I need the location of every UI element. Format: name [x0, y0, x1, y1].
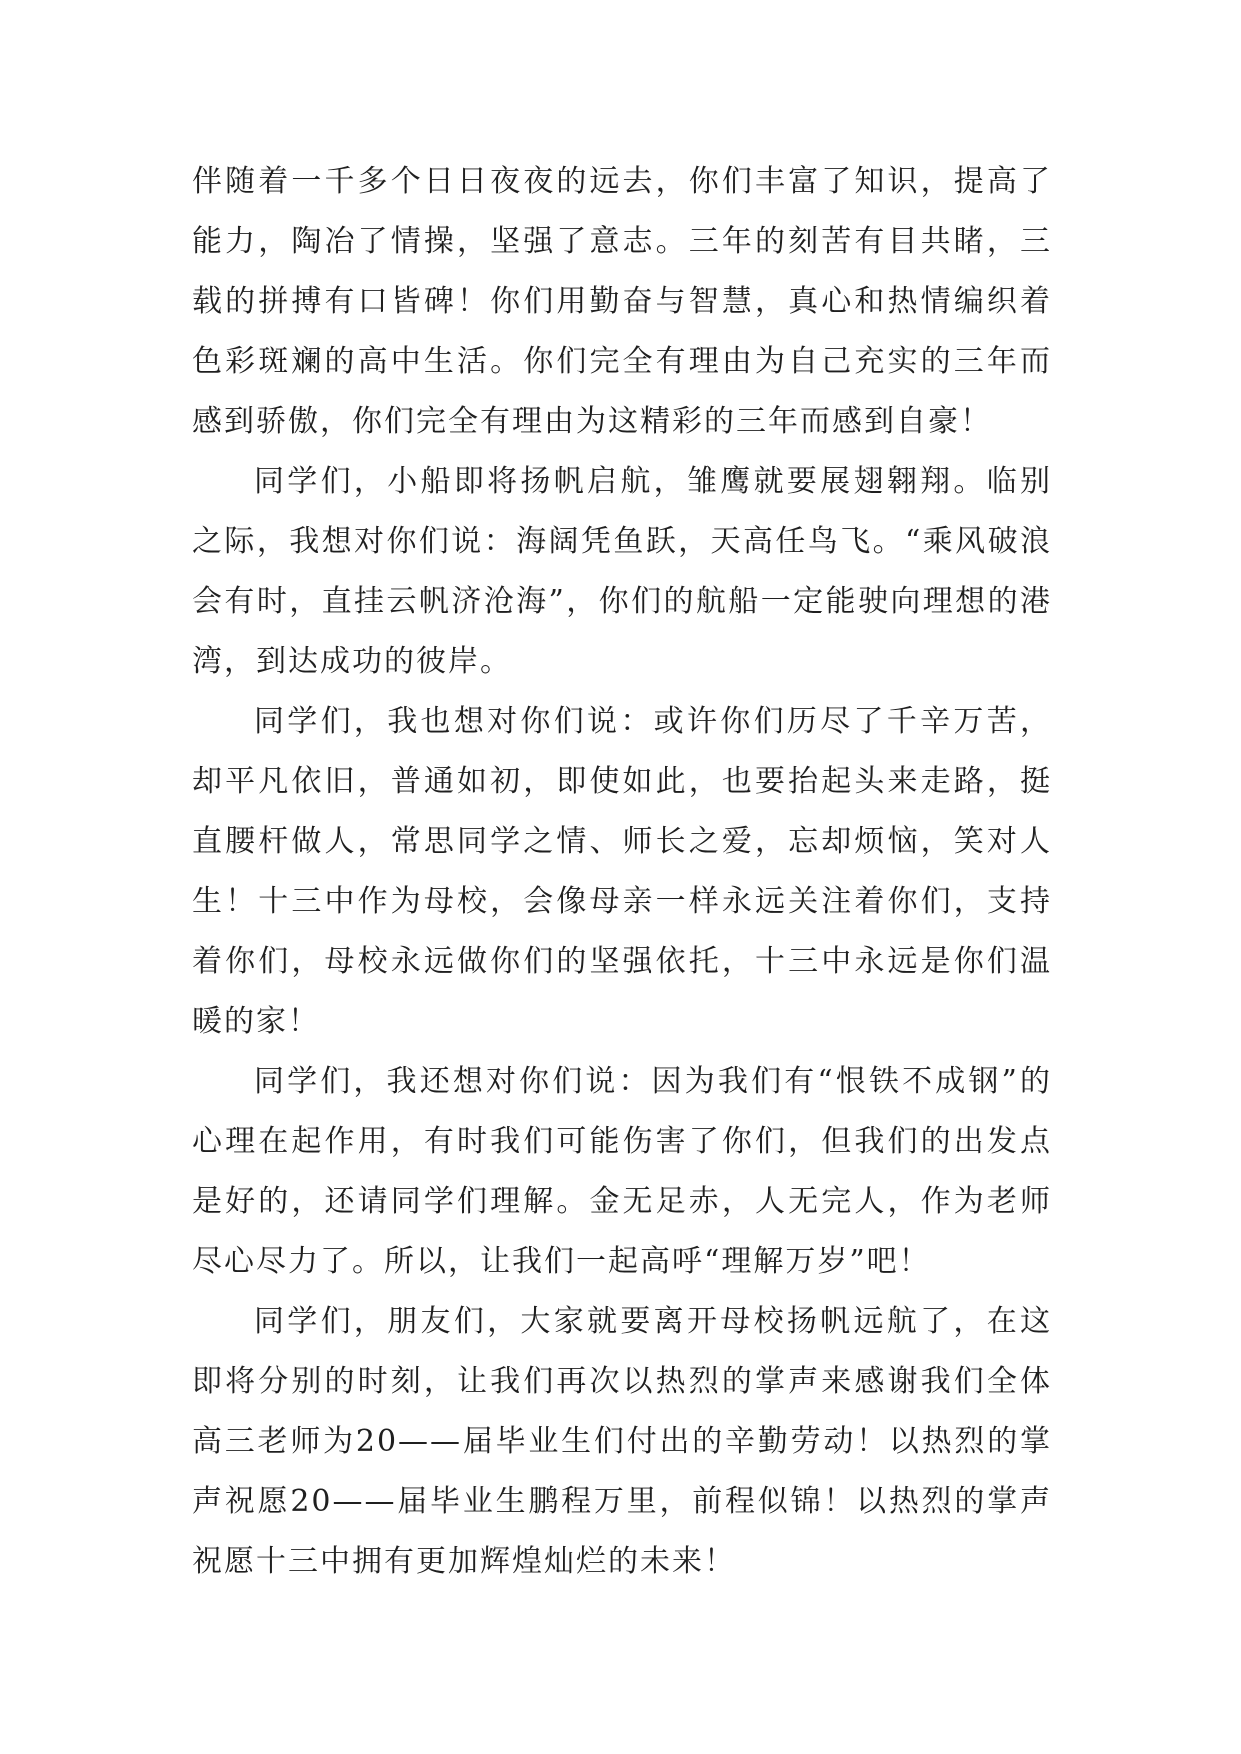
paragraph-4: 同学们，我还想对你们说：因为我们有“恨铁不成钢”的心理在起作用，有时我们可能伤害了你们，但我们的出发点是好的，还请同学们理解。金无足赤，人无完人，作为老师尽心尽力了。所以，让我们一起高呼“理解万岁”吧！	[192, 1064, 1052, 1279]
document-body	[192, 152, 1052, 1592]
paragraph-3: 同学们，我也想对你们说：或许你们历尽了千辛万苦，却平凡依旧，普通如初，即使如此，也要抬起头来走路，挺直腰杆做人，常思同学之情、师长之爱，忘却烦恼，笑对人生！十三中作为母校，会像母亲一样永远关注着你们，支持着你们，母校永远做你们的坚强依托，十三中永远是你们温暖的家！	[192, 704, 1052, 1039]
paragraph-5: 同学们，朋友们，大家就要离开母校扬帆远航了，在这即将分别的时刻，让我们再次以热烈的掌声来感谢我们全体高三老师为20——届毕业生们付出的辛勤劳动！以热烈的掌声祝愿20——届毕业生鹏程万里，前程似锦！以热烈的掌声祝愿十三中拥有更加辉煌灿烂的未来！	[192, 1304, 1052, 1579]
paragraph-2: 同学们，小船即将扬帆启航，雏鹰就要展翅翱翔。临别之际，我想对你们说：海阔凭鱼跃，天高任鸟飞。“乘风破浪会有时，直挂云帆济沧海”，你们的航船一定能驶向理想的港湾，到达成功的彼岸。	[192, 464, 1052, 679]
paragraph-1: 伴随着一千多个日日夜夜的远去，你们丰富了知识，提高了能力，陶冶了情操，坚强了意志。三年的刻苦有目共睹，三载的拼搏有口皆碑！你们用勤奋与智慧，真心和热情编织着色彩斑斓的高中生活。你们完全有理由为自己充实的三年而感到骄傲，你们完全有理由为这精彩的三年而感到自豪！	[192, 164, 1052, 439]
